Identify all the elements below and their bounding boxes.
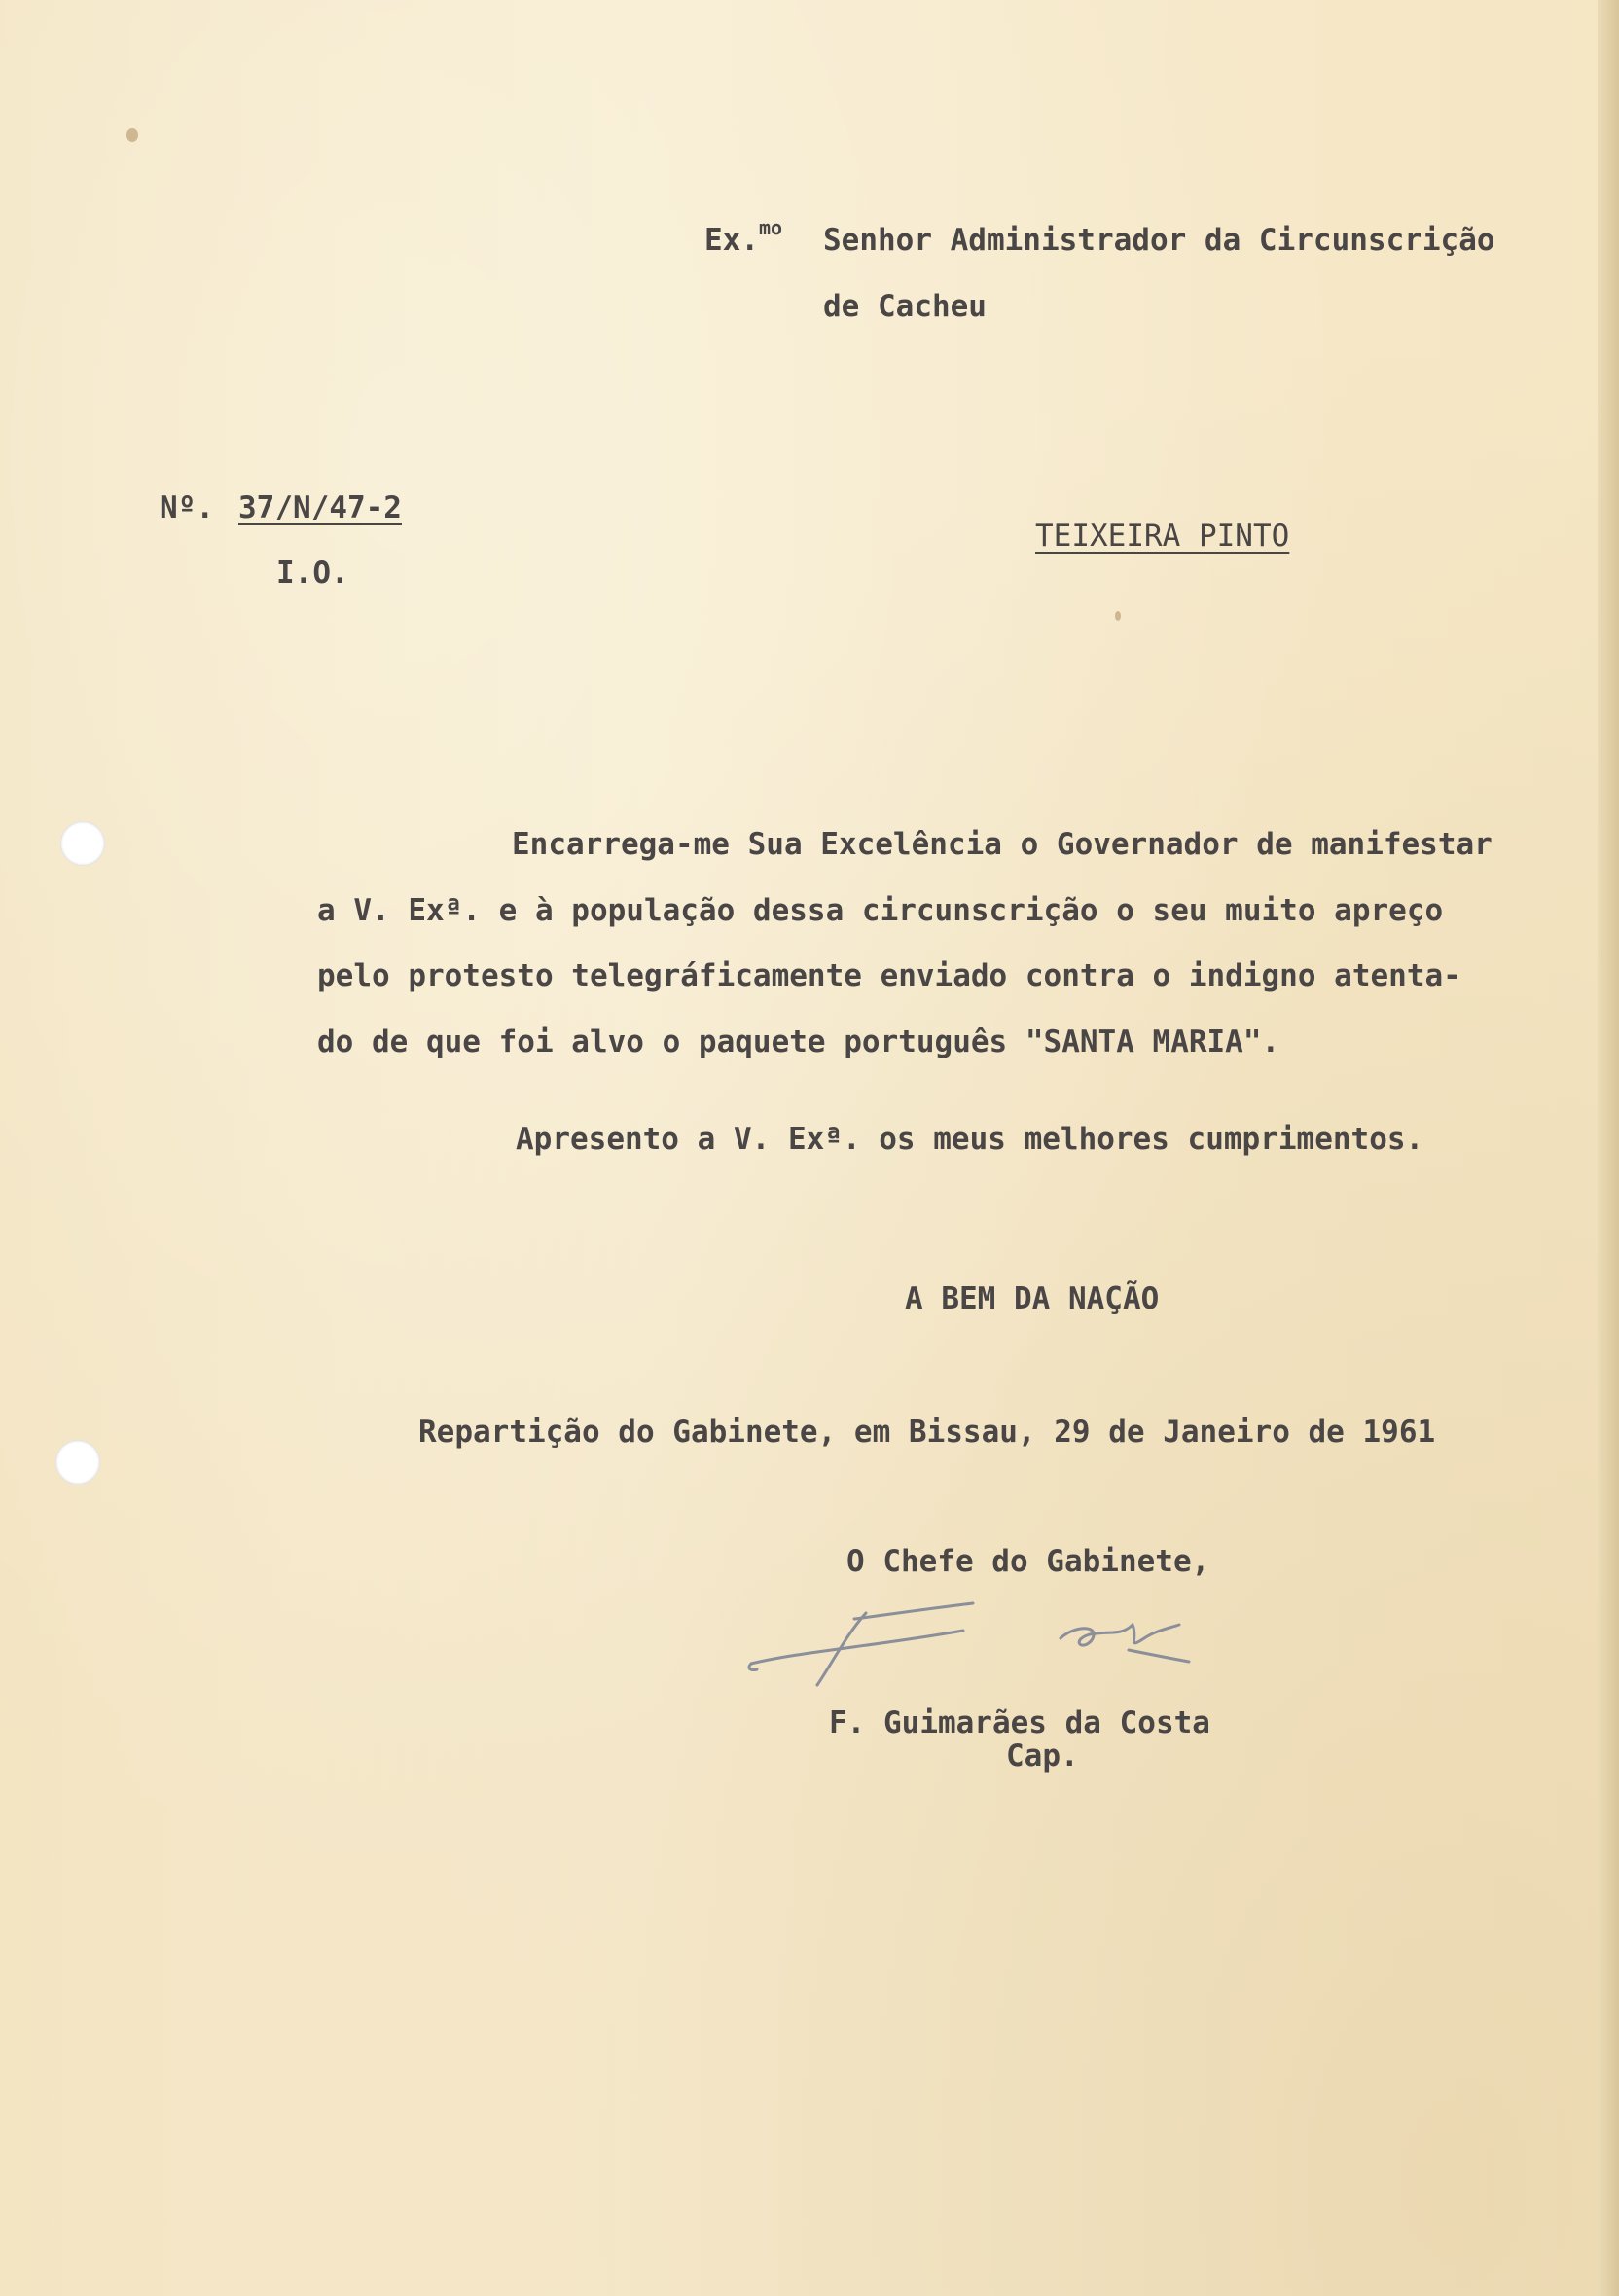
place-date: Repartição do Gabinete, em Bissau, 29 de Janeiro de 1961 <box>418 1415 1436 1450</box>
reference-number: 37/N/47-2 <box>238 490 402 525</box>
punch-hole-top <box>60 821 105 866</box>
body-closing: Apresento a V. Exª. os meus melhores cumprimentos. <box>516 1122 1424 1157</box>
addressee-line1: Senhor Administrador da Circunscrição <box>823 223 1495 258</box>
body-line-4: do de que foi alvo o paquete português "SANTA MARIA". <box>317 1024 1280 1059</box>
motto: A BEM DA NAÇÃO <box>905 1281 1160 1316</box>
signature-title: O Chefe do Gabinete, <box>846 1544 1210 1579</box>
signature-rank: Cap. <box>1006 1739 1079 1774</box>
body-line-2: a V. Exª. e à população dessa circunscrição o seu muito apreço <box>317 893 1444 928</box>
destination: TEIXEIRA PINTO <box>1035 519 1290 554</box>
addressee-salutation-sup: mo <box>759 216 783 239</box>
body-line-3: pelo protesto telegráficamente enviado contra o indigno atenta- <box>317 958 1461 993</box>
addressee-salutation: Ex.$^{mo}$ <box>704 216 783 258</box>
paper-stain <box>126 128 138 142</box>
handwritten-signature <box>739 1596 1245 1693</box>
punch-hole-bottom <box>55 1440 100 1485</box>
addressee-line2: de Cacheu <box>823 289 987 324</box>
body-line-1: Encarrega-me Sua Excelência o Governador de manifestar <box>512 827 1493 862</box>
reference-sub: I.O. <box>276 556 349 591</box>
signature-name: F. Guimarães da Costa <box>829 1705 1210 1740</box>
reference-number-label: Nº. <box>160 490 214 525</box>
paper-edge <box>1598 0 1619 2296</box>
paper-stain <box>1115 611 1121 621</box>
